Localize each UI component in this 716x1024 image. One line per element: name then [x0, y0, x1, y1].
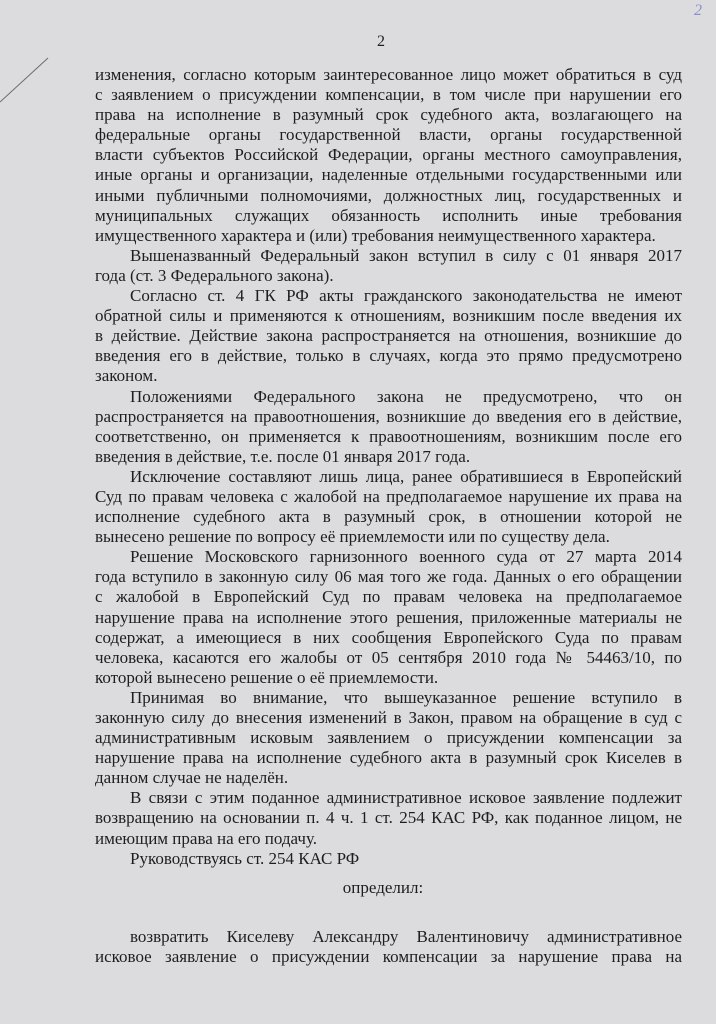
text-line: нарушение права на исполнение судебного акта в разумный срок Киселев в: [95, 748, 682, 768]
text-line: Решение Московского гарнизонного военного суда от 27 марта 2014: [130, 547, 682, 567]
text-line: Положениями Федерального закона не предусмотрено, что он: [130, 386, 682, 406]
text-line: возвращению на основании п. 4 ч. 1 ст. 254 КАС РФ, как поданное лицом, не: [95, 808, 682, 828]
handwritten-page-mark: 2: [694, 2, 702, 19]
text-line: года (ст. 3 Федерального закона).: [95, 265, 334, 285]
text-line: обратной силы и применяются к отношениям, возникшим после введения их: [95, 306, 682, 326]
text-line: имущественного характера и (или) требования неимущественного характера.: [95, 225, 656, 245]
paragraph: [95, 286, 682, 386]
text-line: В связи с этим поданное административное исковое заявление подлежит: [130, 788, 682, 808]
paragraph: [95, 467, 682, 547]
text-line: иными публичными полномочиями, должностных лиц, государственных и: [95, 185, 682, 205]
operative-part: [95, 927, 682, 967]
page-number: 2: [377, 33, 385, 50]
text-line: исковое заявление о присуждении компенсации за нарушение права на: [95, 947, 682, 967]
text-line: человека, касаются его жалобы от 05 сентября 2010 года № 54463/10, по: [95, 647, 682, 667]
text-line: федеральные органы государственной власти, органы государственной: [95, 125, 682, 145]
text-line: Принимая во внимание, что вышеуказанное решение вступило в: [130, 687, 682, 707]
text-line: данном случае не наделён.: [95, 768, 289, 788]
paragraph: [95, 688, 682, 788]
text-line: распространяется на правоотношения, возникшие до введения его в действие,: [95, 406, 682, 426]
text-line: имеющим права на его подачу.: [95, 828, 317, 848]
text-line: введения в действие, т.е. после 01 января 2017 года.: [95, 446, 471, 466]
scan-artifact-line: [0, 0, 60, 120]
text-line: исполнение судебного акта в разумный срок, в отношении которой не: [95, 507, 682, 527]
text-line: в действие. Действие закона распространяется на отношения, возникшие до: [95, 326, 682, 346]
document-body: [95, 65, 682, 869]
text-line: права на исполнение в разумный срок судебного акта, возлагающего на: [95, 105, 682, 125]
text-line: года вступило в законную силу 06 мая того же года. Данных о его обращении: [95, 567, 682, 587]
text-line: которой вынесено решение о её приемлемости.: [95, 667, 439, 687]
text-line: соответственно, он применяется к правоотношениям, возникшим после его: [95, 426, 682, 446]
paragraph: [95, 927, 682, 967]
text-line: власти субъектов Российской Федерации, органы местного самоуправления,: [95, 145, 682, 165]
paragraph: [95, 849, 682, 869]
text-line: изменения, согласно которым заинтересованное лицо может обратиться в суд: [95, 65, 682, 84]
text-line: муниципальных служащих обязанность исполнить иные требования: [95, 205, 682, 225]
text-line: возвратить Киселеву Александру Валентиновичу административное: [130, 927, 682, 946]
decision-heading: определил:: [342, 878, 424, 897]
text-line: иные органы и организации, наделенные отдельными государственными или: [95, 165, 682, 185]
text-line: Вышеназванный Федеральный закон вступил в силу с 01 января 2017: [130, 245, 682, 265]
paragraph: [95, 547, 682, 688]
text-line: административным исковым заявлением о присуждении компенсации за: [95, 728, 682, 748]
text-line: Согласно ст. 4 ГК РФ акты гражданского законодательства не имеют: [130, 286, 682, 306]
text-line: с жалобой в Европейский Суд по правам человека на предполагаемое: [95, 587, 682, 607]
text-line: Исключение составляют лишь лица, ранее обратившиеся в Европейский: [130, 466, 682, 486]
text-line: законную силу до внесения изменений в Закон, правом на обращение в суд с: [95, 708, 682, 727]
text-line: с заявлением о присуждении компенсации, в том числе при нарушении его: [95, 85, 682, 105]
paragraph: [95, 788, 682, 848]
text-line: вынесено решение по вопросу её приемлемости или по существу дела.: [95, 527, 610, 547]
text-line: содержат, а имеющиеся в них сообщения Европейского Суда по правам: [95, 627, 682, 647]
text-line: законом.: [95, 366, 158, 386]
text-line: Суд по правам человека с жалобой на предполагаемое нарушение их права на: [95, 486, 682, 506]
text-line: Руководствуясь ст. 254 КАС РФ: [130, 848, 360, 868]
paragraph: [95, 387, 682, 467]
text-line: введения его в действие, только в случаях, когда это прямо предусмотрено: [95, 346, 682, 366]
paragraph: [95, 246, 682, 286]
text-line: нарушение права на исполнение этого решения, приложенные материалы не: [95, 607, 682, 627]
paragraph: [95, 65, 682, 246]
